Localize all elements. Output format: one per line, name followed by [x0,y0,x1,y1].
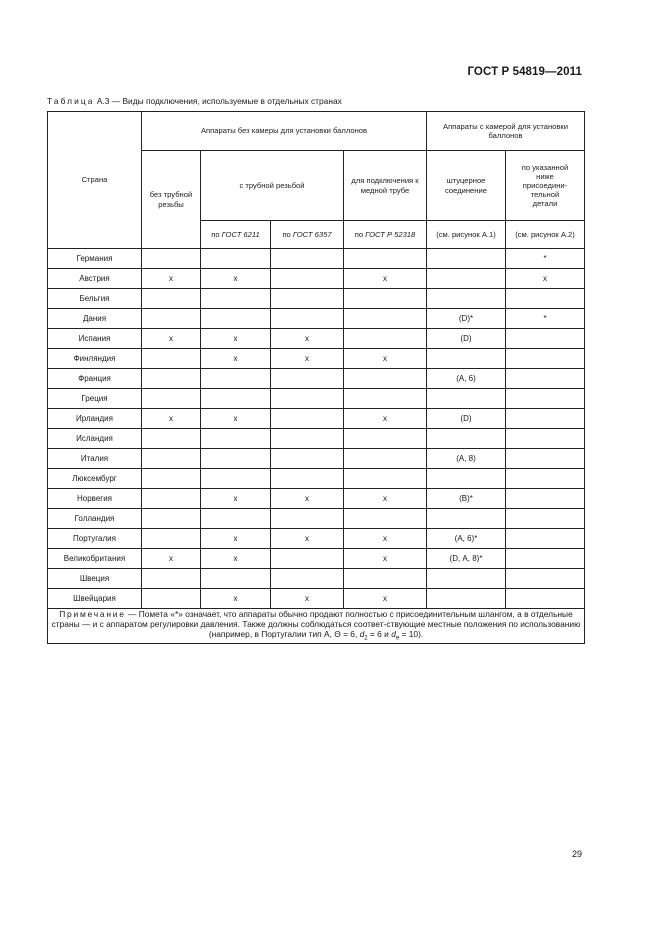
value-cell: x [344,409,427,429]
value-cell: x [142,269,201,289]
value-cell [344,249,427,269]
country-cell: Голландия [48,509,142,529]
value-cell: x [344,589,427,609]
value-cell [201,509,271,529]
country-cell: Германия [48,249,142,269]
country-cell: Бельгия [48,289,142,309]
value-cell [271,509,344,529]
value-cell [506,529,585,549]
value-cell [506,429,585,449]
value-cell [142,589,201,609]
value-cell [201,449,271,469]
value-cell [344,289,427,309]
value-cell [506,349,585,369]
value-cell [201,309,271,329]
country-cell: Норвегия [48,489,142,509]
table-row [48,549,585,569]
header-country: Страна [48,112,142,249]
header-ref-figure-a2: (см. рисунок А.2) [506,221,585,249]
table-row [48,349,585,369]
header-ref-gost-6357: по ГОСТ 6357 [271,221,344,249]
country-cell: Исландия [48,429,142,449]
caption-label: Таблица [47,96,95,106]
value-cell: x [344,349,427,369]
value-cell [344,429,427,449]
table-row [48,509,585,529]
value-cell [271,249,344,269]
table-row [48,369,585,389]
document-code: ГОСТ Р 54819—2011 [467,66,582,78]
value-cell: x [344,489,427,509]
value-cell [142,249,201,269]
value-cell [201,429,271,449]
value-cell [201,289,271,309]
value-cell [142,429,201,449]
value-cell [427,509,506,529]
value-cell [506,369,585,389]
header-with-thread: с трубной резьбой [201,151,344,221]
value-cell: x [201,269,271,289]
value-cell [271,369,344,389]
value-cell [142,289,201,309]
value-cell: x [271,529,344,549]
table-row [48,289,585,309]
table-row [48,329,585,349]
value-cell: (D)* [427,309,506,329]
value-cell: x [271,489,344,509]
country-cell: Испания [48,329,142,349]
table-row [48,489,585,509]
header-group-with-chamber: Аппараты с камерой для установки баллонов [427,112,585,151]
value-cell [201,389,271,409]
value-cell [506,549,585,569]
value-cell [427,389,506,409]
table-row [48,569,585,589]
value-cell [506,469,585,489]
value-cell [506,329,585,349]
country-cell: Швеция [48,569,142,589]
value-cell: x [201,589,271,609]
value-cell: x [142,409,201,429]
value-cell: * [506,309,585,329]
value-cell [201,249,271,269]
value-cell: (А, 6) [427,369,506,389]
country-cell: Финляндия [48,349,142,369]
table-row [48,469,585,489]
value-cell [142,369,201,389]
value-cell: (D, А, 8)* [427,549,506,569]
value-cell: x [344,269,427,289]
value-cell: (D) [427,409,506,429]
value-cell [506,389,585,409]
value-cell [271,449,344,469]
value-cell [271,549,344,569]
value-cell: x [142,329,201,349]
table-row [48,389,585,409]
table-row [48,309,585,329]
value-cell [427,589,506,609]
value-cell: x [201,549,271,569]
page-number: 29 [571,849,582,859]
value-cell [427,269,506,289]
value-cell: x [201,529,271,549]
value-cell: x [201,329,271,349]
table-row [48,429,585,449]
value-cell [344,469,427,489]
value-cell [506,589,585,609]
header-ref-figure-a1: (см. рисунок А.1) [427,221,506,249]
value-cell [271,569,344,589]
header-without-thread: без трубной резьбы [142,151,201,249]
table-row [48,249,585,269]
table-note: Примечание — Помета «*» означает, что аппараты обычно продают полностью с присоединительным шлангом, а в отдельные страны — и с аппаратом регулировки давления. Также должны соблюдаться соответ-ствующие местные положения по использованию (например, в Португалии тип А, Θ = 6, $d_2 = 6$ и $d_e = 10$). [48,609,585,644]
value-cell [506,289,585,309]
value-cell [201,569,271,589]
value-cell [344,369,427,389]
value-cell: x [271,349,344,369]
table-row [48,589,585,609]
value-cell: x [271,329,344,349]
value-cell: x [201,349,271,369]
value-cell [427,569,506,589]
value-cell [344,569,427,589]
value-cell: * [506,249,585,269]
value-cell [427,249,506,269]
value-cell [142,389,201,409]
country-cell: Италия [48,449,142,469]
header-attachment-part: по указанной ниже присоедини-тельной детали [506,151,585,221]
country-cell: Австрия [48,269,142,289]
value-cell [344,329,427,349]
country-cell: Швейцария [48,589,142,609]
value-cell: (D) [427,329,506,349]
value-cell [344,309,427,329]
value-cell [506,409,585,429]
header-group-without-chamber: Аппараты без камеры для установки баллонов [142,112,427,151]
value-cell [427,349,506,369]
country-cell: Франция [48,369,142,389]
value-cell: (А, 8) [427,449,506,469]
country-cell: Португалия [48,529,142,549]
connection-types-table [47,111,585,644]
country-cell: Ирландия [48,409,142,429]
value-cell [271,469,344,489]
value-cell: x [142,549,201,569]
value-cell [427,429,506,449]
value-cell [506,569,585,589]
table-row [48,529,585,549]
note-label: Примечание [59,609,126,619]
header-copper-pipe: для подключения к медной трубе [344,151,427,221]
value-cell [142,309,201,329]
country-cell: Греция [48,389,142,409]
value-cell [506,489,585,509]
value-cell [142,349,201,369]
value-cell: (В)* [427,489,506,509]
value-cell [142,569,201,589]
value-cell [344,389,427,409]
value-cell [506,509,585,529]
table-caption [47,96,342,106]
value-cell [271,289,344,309]
header-ref-gost-52318: по ГОСТ Р 52318 [344,221,427,249]
value-cell [201,469,271,489]
value-cell [271,389,344,409]
value-cell [344,509,427,529]
table-row [48,449,585,469]
value-cell [201,369,271,389]
value-cell [142,529,201,549]
table-row [48,409,585,429]
value-cell [271,309,344,329]
value-cell [427,469,506,489]
header-fitting: штуцерное соединение [427,151,506,221]
value-cell [271,409,344,429]
value-cell [271,429,344,449]
value-cell: (А, 6)* [427,529,506,549]
value-cell [506,449,585,469]
country-cell: Дания [48,309,142,329]
country-cell: Великобритания [48,549,142,569]
value-cell: x [271,589,344,609]
value-cell: x [201,489,271,509]
value-cell [271,269,344,289]
value-cell [142,509,201,529]
value-cell [344,449,427,469]
value-cell: x [344,549,427,569]
value-cell [142,489,201,509]
country-cell: Люксембург [48,469,142,489]
value-cell: x [344,529,427,549]
value-cell [142,449,201,469]
value-cell: x [201,409,271,429]
header-ref-gost-6211: по ГОСТ 6211 [201,221,271,249]
table-row [48,269,585,289]
value-cell [427,289,506,309]
caption-text: А.3 — Виды подключения, используемые в отдельных странах [94,96,342,106]
value-cell: x [506,269,585,289]
value-cell [142,469,201,489]
